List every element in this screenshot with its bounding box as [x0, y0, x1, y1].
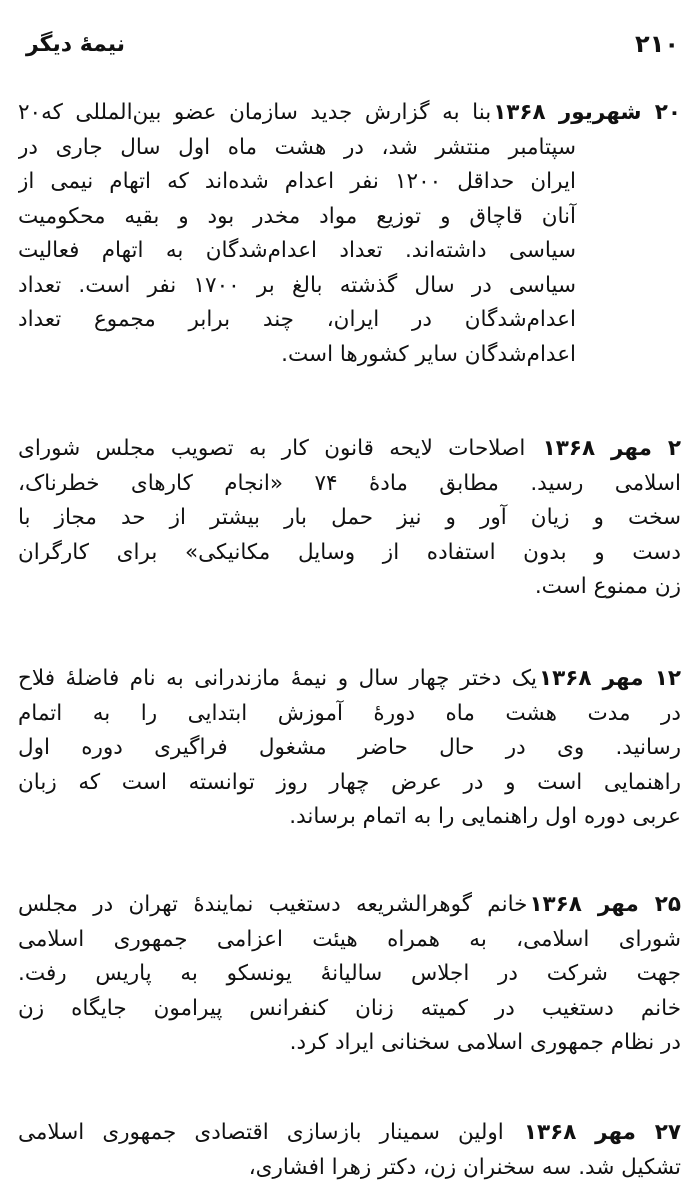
entry-line: اعدام‌شدگان سایر کشورها است. [281, 341, 576, 367]
entry-line: عربی دوره اول راهنمایی را به اتمام برساند. [289, 804, 681, 829]
entry-line: تشکیل شد. سه سخنران زن، دکتر زهرا افشاری، [248, 1154, 681, 1180]
entry-text: اولین سمینار بازسازی اقتصادی جمهوری اسلامی [18, 1120, 504, 1145]
entry-line: رسانید. وی در حال حاضر مشغول فراگیری دوره اول [18, 735, 681, 760]
chronology-entry [18, 96, 681, 372]
entry-text: یک دختر چهار سال و نیمهٔ مازندرانی به نام فاضلهٔ فلاح [18, 666, 537, 691]
running-title: نیمهٔ دیگر [26, 32, 126, 57]
entry-line [18, 662, 681, 697]
entry-line: دست و بدون استفاده از وسایل مکانیکی» برای کارگران [18, 539, 681, 565]
entry-text: بنا به گزارش جدید سازمان عضو بین‌المللی که۲۰ [18, 100, 492, 125]
entry-line: در نظام جمهوری اسلامی سخنانی ایراد کرد. [289, 1030, 681, 1055]
entry-text: اصلاحات لایحه قانون کار به تصویب مجلس شورای [18, 436, 526, 461]
entry-date: ۲۵ مهر ۱۳۶۸ [529, 892, 681, 917]
entry-line: زن ممنوع است. [534, 574, 681, 599]
chronology-entry [18, 1116, 681, 1185]
entry-line [18, 96, 681, 131]
entry-line: جهت شرکت در اجلاس سالیانهٔ یونسکو به پاریس رفت. [18, 961, 681, 986]
entry-line: آنان قاچاق و توزیع مواد مخدر بود و بقیه محکومیت [18, 203, 576, 229]
entry-date: ۱۲ مهر ۱۳۶۸ [538, 666, 681, 691]
entry-line [18, 1116, 681, 1151]
entry-line: خانم دستغیب در کمیته زنان کنفرانس پیرامون جایگاه زن [18, 995, 681, 1021]
entry-line: سیاسی در سال گذشته بالغ بر ۱۷۰۰ نفر است. تعداد [18, 272, 576, 298]
entry-date: ۲۰ شهریور ۱۳۶۸ [493, 100, 681, 125]
entry-line: شورای اسلامی، به همراه هیئت اعزامی جمهوری اسلامی [18, 926, 681, 952]
entry-line: سخت و زیان آور و نیز حمل بار بیشتر از حد مجاز با [18, 505, 681, 530]
entry-line [18, 888, 681, 923]
page-number: ۲۱۰ [635, 30, 679, 58]
page-header [26, 30, 679, 62]
entry-line: ایران حداقل ۱۲۰۰ نفر اعدام شده‌اند که اتهام نیمی از [18, 169, 576, 194]
entry-line: اعدام‌شدگان در ایران، چند برابر مجموع تعداد [18, 307, 576, 332]
chronology-entry [18, 888, 681, 1061]
entry-line: سیاسی داشته‌اند. تعداد اعدام‌شدگان به اتهام فعالیت [18, 238, 576, 263]
entry-date: ۲۷ مهر ۱۳۶۸ [523, 1120, 681, 1145]
entry-line [18, 432, 681, 467]
entry-line: اسلامی رسید. مطابق مادهٔ ۷۴ «انجام کارهای خطرناک، [18, 470, 681, 496]
chronology-entry [18, 432, 681, 605]
entry-line: راهنمایی است و در عرض چهار روز توانسته است که زبان [18, 769, 681, 795]
chronology-entry [18, 662, 681, 835]
entry-line: سپتامبر منتشر شد، در هشت ماه اول سال جاری در [18, 134, 576, 160]
entry-line: در مدت هشت ماه دورهٔ آموزش ابتدایی را به اتمام [18, 700, 681, 726]
entry-date: ۲ مهر ۱۳۶۸ [542, 436, 681, 461]
entry-text: خانم گوهرالشریعه دستغیب نمایندهٔ تهران در مجلس [18, 892, 528, 917]
